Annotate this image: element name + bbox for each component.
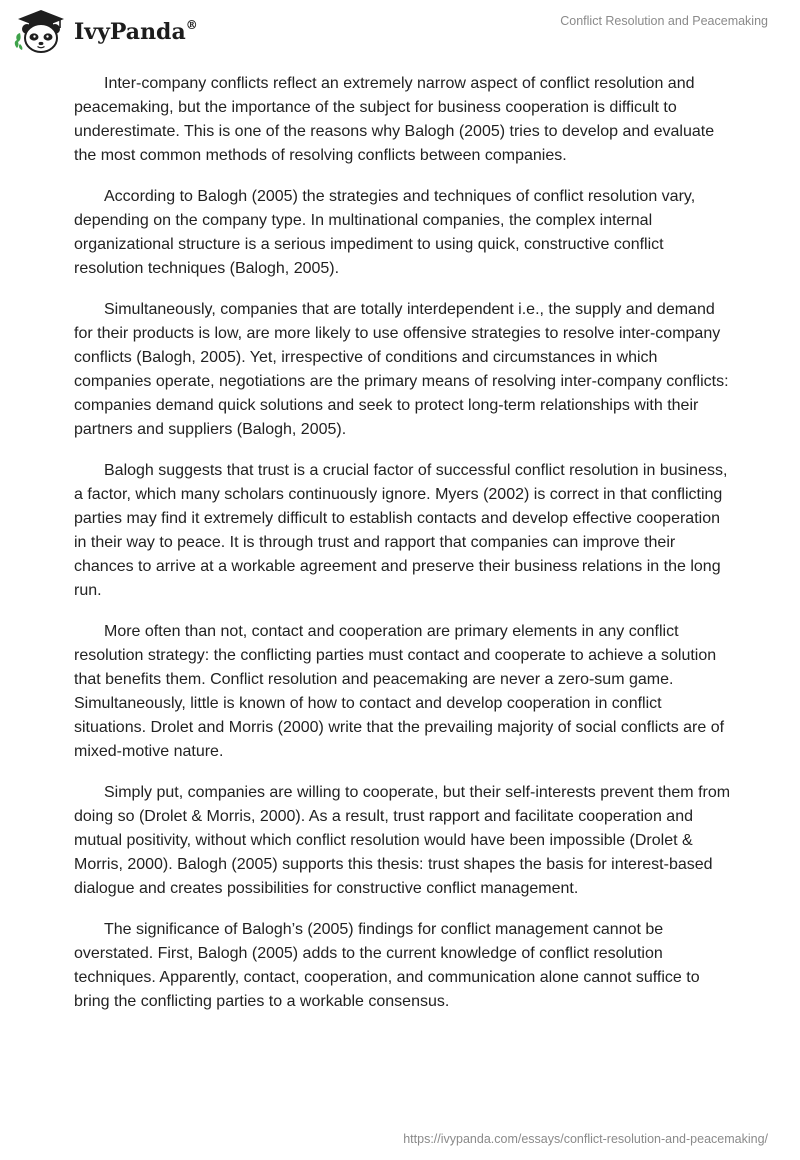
paragraph-5: More often than not, contact and cooperation are primary elements in any conflict resolution strategy: the conflicting parties must contact and cooperate to achieve a solution that benefits them. Conflict resolution and peacemaking are never a zero-sum game. Simultaneously, little is known of how to contact and develop cooperation in conflict situations. Drolet and Morris (2000) write that the prevailing majority of social conflicts are of mixed-motive nature. bbox=[74, 623, 725, 760]
paragraph-1: Inter-company conflicts reflect an extremely narrow aspect of conflict resolution and peacemaking, but the importance of the subject for business cooperation is difficult to underestimate. This is one of the reasons why Balogh (2005) tries to develop and evaluate the most common methods of resolving conflicts between companies. bbox=[74, 75, 715, 164]
paragraph-6: Simply put, companies are willing to cooperate, but their self-interests prevent them from doing so (Drolet & Morris, 2000). As a result, trust rapport and facilitate cooperation and mutual positivity, without which conflict resolution would have been impossible (Drolet & Morris, 2000). Balogh (2005) supports this thesis: trust shapes the basis for interest-based dialogue and creates possibilities for constructive conflict management. bbox=[74, 784, 731, 897]
registered-mark: ® bbox=[185, 17, 198, 32]
essay-body bbox=[74, 72, 734, 1031]
footer-source-url[interactable]: https://ivypanda.com/essays/conflict-resolution-and-peacemaking/ bbox=[403, 1132, 768, 1146]
paragraph-3: Simultaneously, companies that are totally interdependent i.e., the supply and demand for their products is low, are more likely to use offensive strategies to resolve inter-company conflicts (Balogh, 2005). Yet, irrespective of conditions and circumstances in which companies operate, negotiations are the primary means of resolving inter-company conflicts: companies demand quick solutions and seek to protect long-term relationships with their partners and suppliers (Balogh, 2005). bbox=[74, 301, 729, 438]
page-header bbox=[0, 0, 800, 64]
ivypanda-logo[interactable] bbox=[14, 8, 198, 54]
paragraph-2: According to Balogh (2005) the strategies and techniques of conflict resolution vary, depending on the company type. In multinational companies, the complex internal organizational structure is a serious impediment to using quick, constructive conflict resolution techniques (Balogh, 2005). bbox=[74, 188, 696, 277]
paragraph-7: The significance of Balogh’s (2005) findings for conflict management cannot be overstated. First, Balogh (2005) adds to the current knowledge of conflict resolution techniques. Apparently, contact, cooperation, and communication alone cannot suffice to bring the conflicting parties to a workable consensus. bbox=[74, 921, 700, 1010]
paragraph-4: Balogh suggests that trust is a crucial factor of successful conflict resolution in business, a factor, which many scholars continuously ignore. Myers (2002) is correct in that conflicting parties may find it extremely difficult to establish contacts and develop effective cooperation in their way to peace. It is through trust and rapport that companies can improve their chances to arrive at a workable agreement and preserve their business relations in the long run. bbox=[74, 462, 728, 599]
panda-graduation-cap-icon bbox=[14, 8, 68, 54]
brand-name-text: IvyPanda bbox=[74, 19, 186, 45]
document-title: Conflict Resolution and Peacemaking bbox=[560, 14, 768, 28]
brand-name bbox=[74, 19, 198, 45]
